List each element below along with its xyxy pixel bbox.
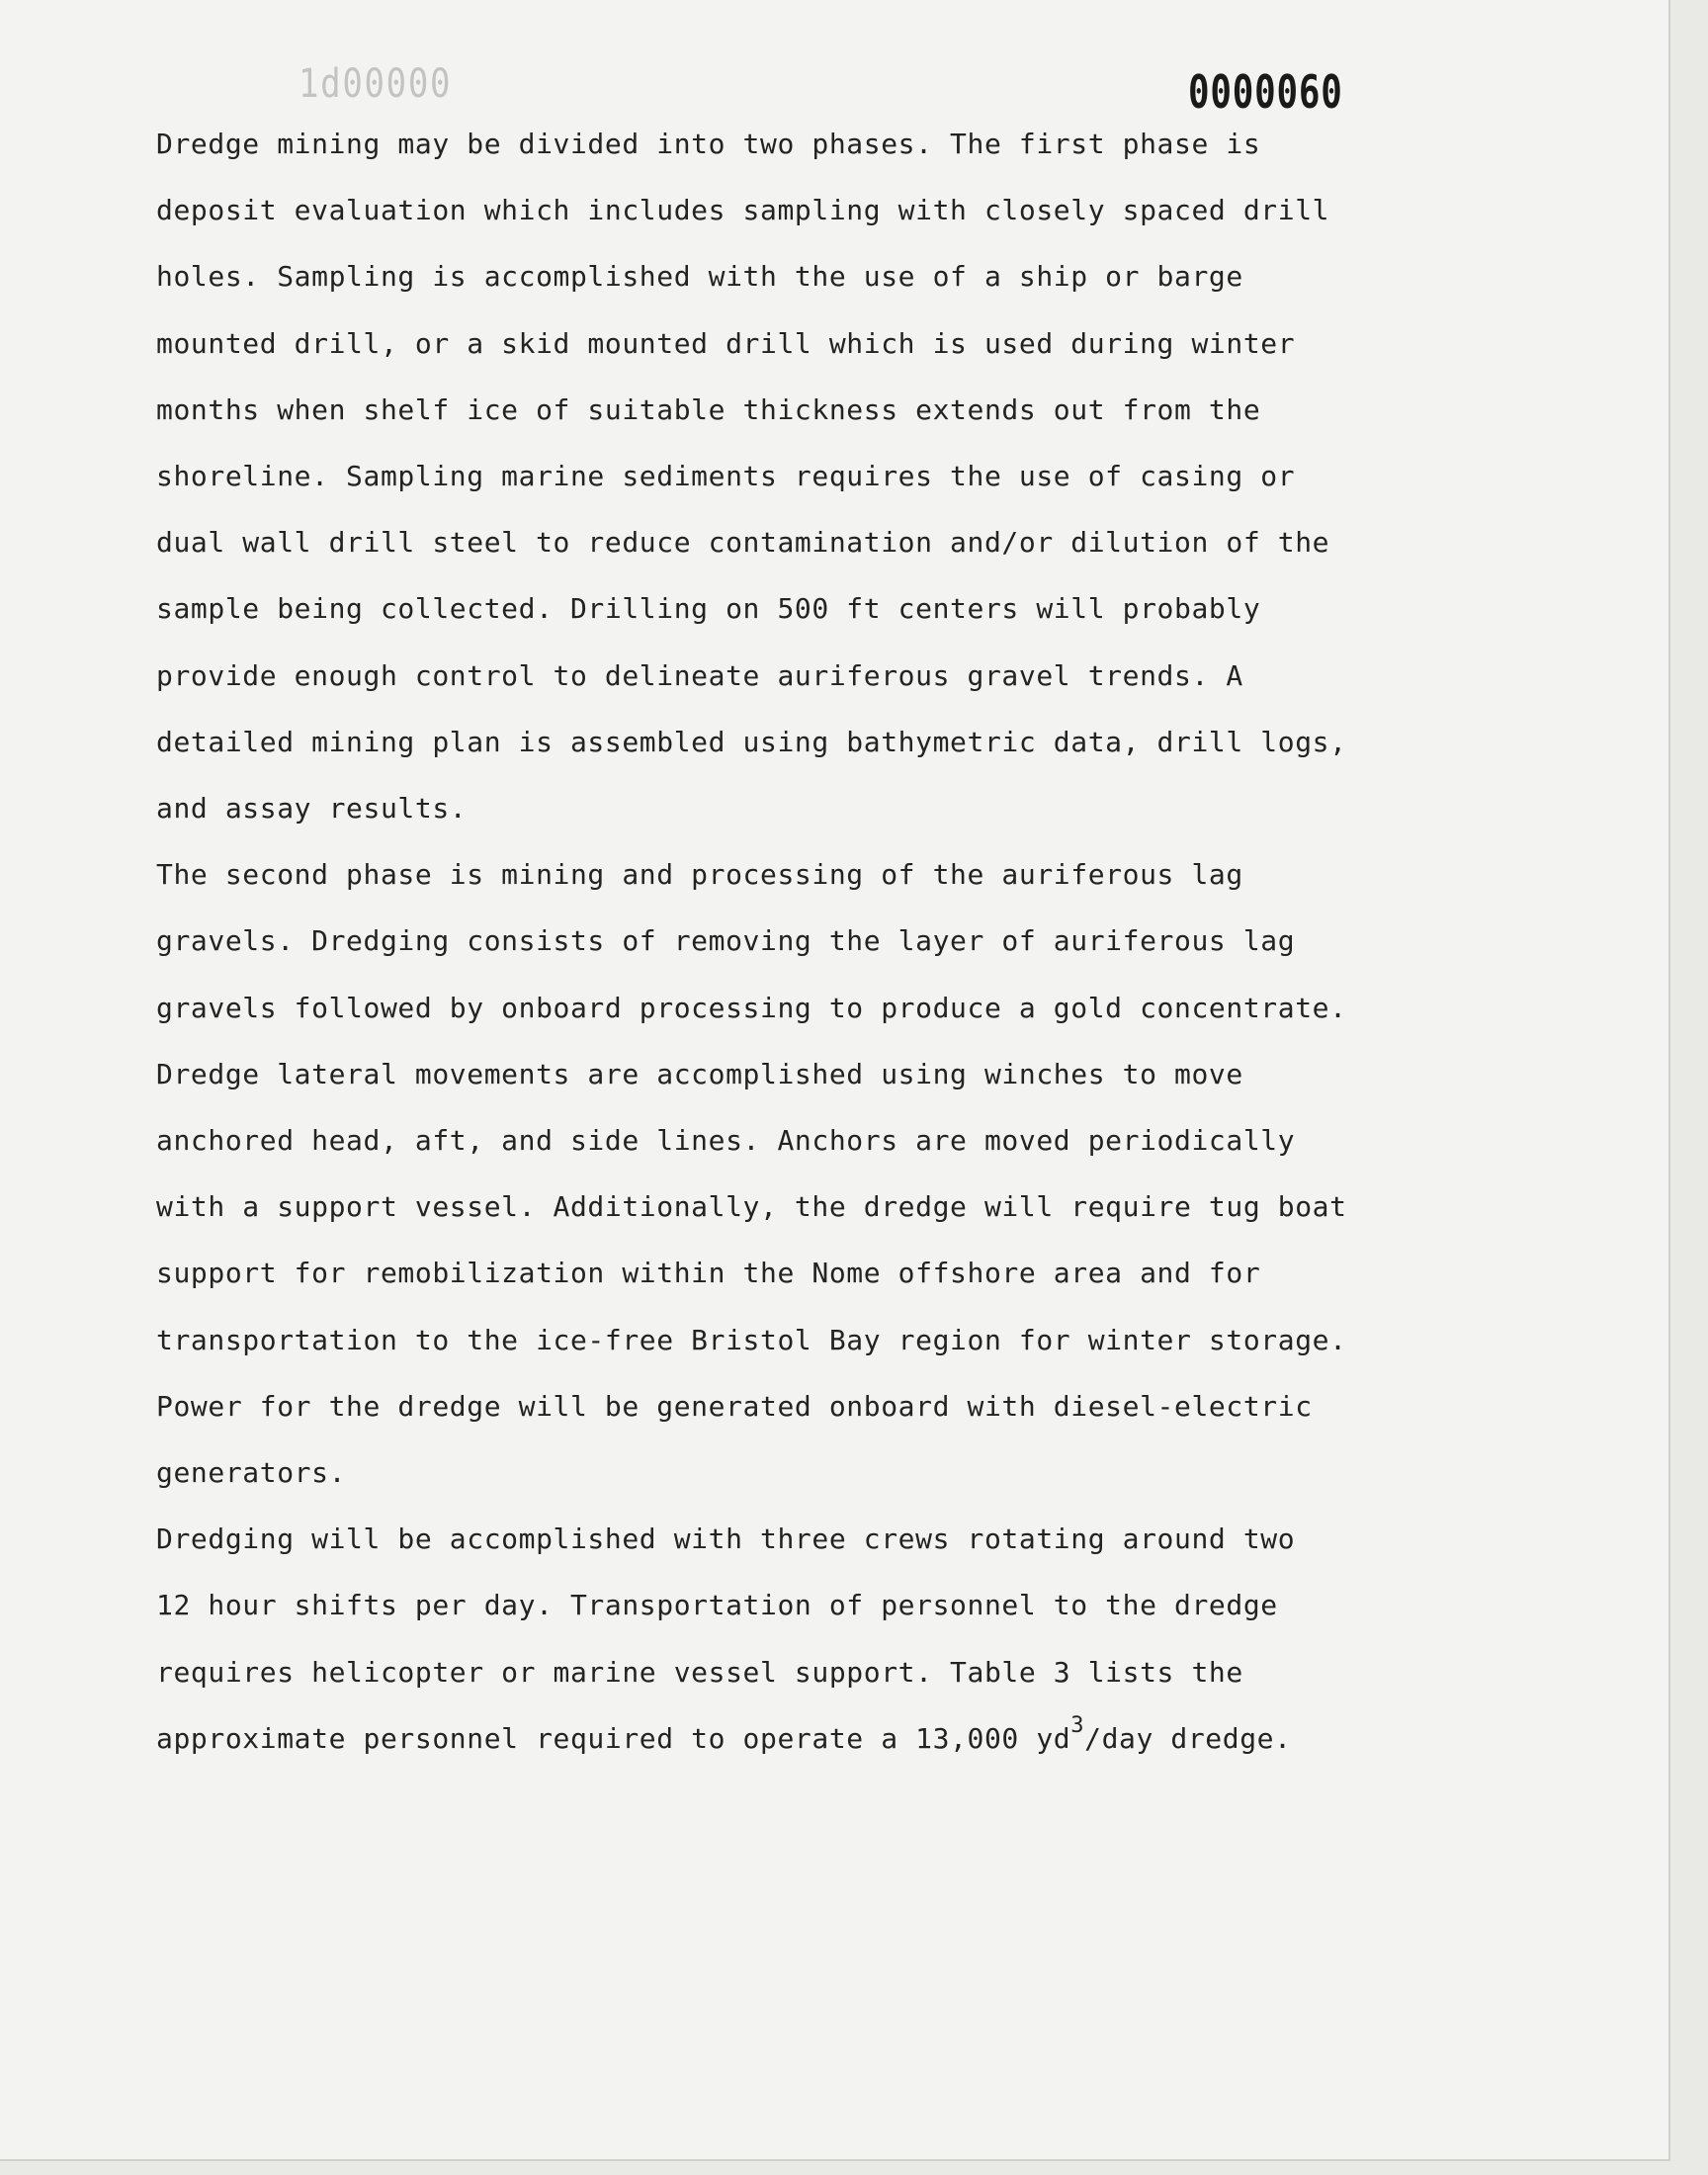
paragraph-3-last-line-prefix: approximate personnel required to operate a 13,000 yd — [156, 1721, 1071, 1755]
paragraph-1: Dredge mining may be divided into two phases. The first phase is deposit evaluation which includes sampling with closely spaced drill holes. Sampling is accomplished with the use of a ship or barge mounted drill, or a skid mounted drill which is used during winter months when shelf ice of suitable thickness extends out from the shoreline. Sampling marine sediments requires the use of casing or dual wall drill steel to reduce contamination and/or dilution of the sample being collected. Drilling on 500 ft centers will probably provide enough control to delineate auriferous gravel trends. A detailed mining plan is assembled using bathymetric data, drill logs, and assay results. — [156, 128, 1347, 826]
faint-stamp: 1d00000 — [299, 61, 453, 107]
superscript-cubed: 3 — [1070, 1712, 1085, 1738]
body-text — [156, 111, 1372, 1775]
paragraph-3-last-line-suffix: /day dredge. — [1084, 1721, 1292, 1755]
page-number-stamp: 0000060 — [1188, 65, 1343, 119]
paragraph-3 — [156, 1506, 1372, 1775]
paragraph-3-text: Dredging will be accomplished with three crews rotating around two 12 hour shifts per day. Transportation of personnel to the dredge requires helicopter or marine vessel support. Table 3 lists the — [156, 1522, 1296, 1689]
paragraph-2: The second phase is mining and processing of the auriferous lag gravels. Dredging consists of removing the layer of auriferous lag gravels followed by onboard processing to produce a gold concentrate. Dredge lateral movements are accomplished using winches to move anchored head, aft, and side lines. Anchors are moved periodically with a support vessel. Additionally, the dredge will require tug boat support for remobilization within the Nome offshore area and for transportation to the ice-free Bristol Bay region for winter storage. Power for the dredge will be generated onboard with diesel-electric generators. — [156, 858, 1347, 1490]
